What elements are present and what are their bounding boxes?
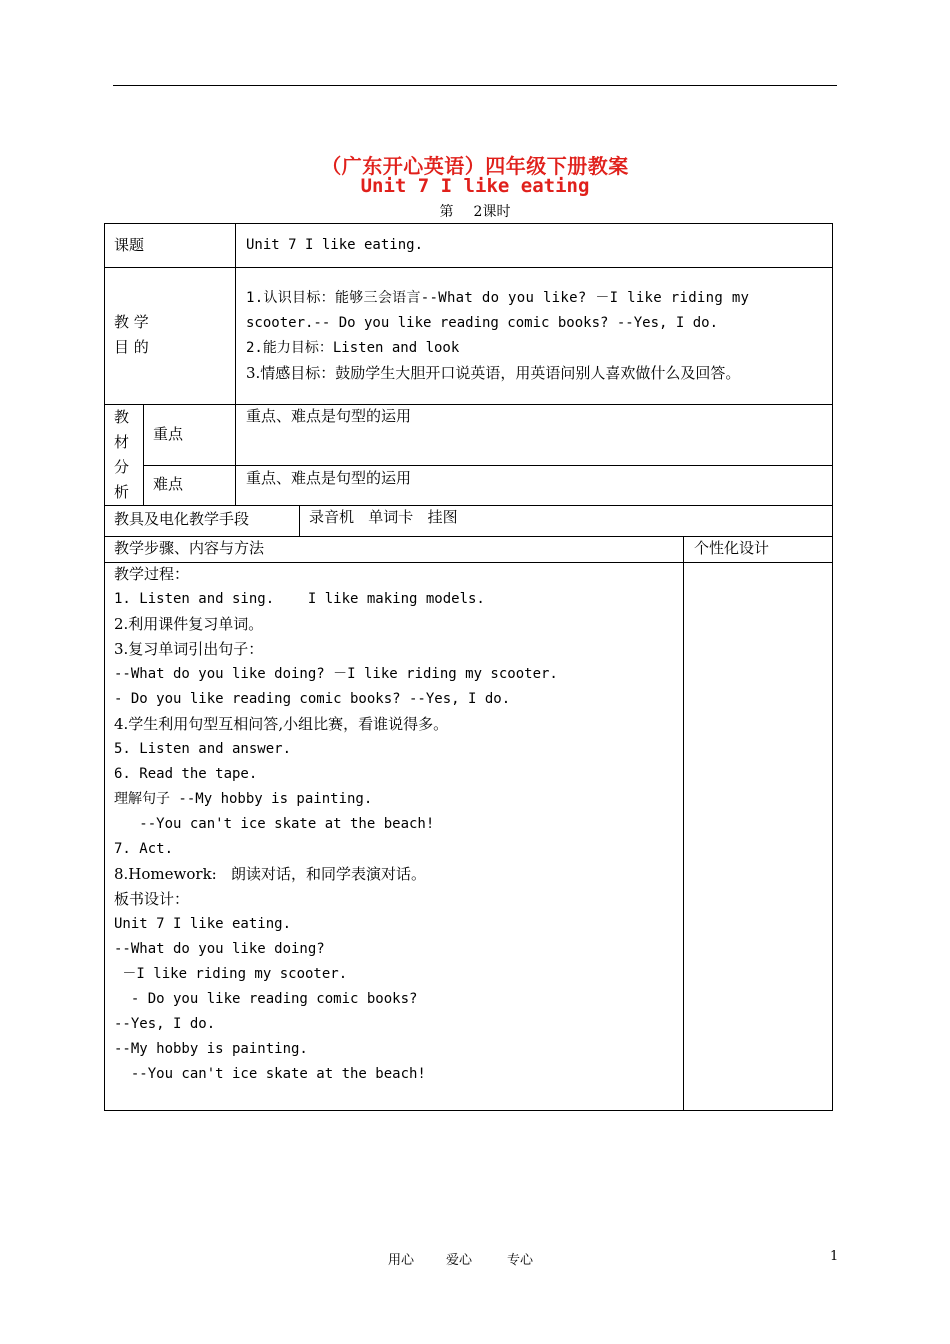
footer-motto-1: 用心 — [388, 1253, 415, 1268]
personal-design-header: 个性化设计 — [694, 539, 770, 557]
process-line: 2.利用课件复习单词。 — [114, 615, 264, 633]
page-number: 1 — [830, 1249, 839, 1264]
lesson-suffix: 2课时 — [473, 204, 511, 220]
steps-header: 教学步骤、内容与方法 — [114, 539, 265, 557]
difficult-point-label: 难点 — [153, 475, 184, 493]
objective-line: 1.认识目标：能够三会语言--What do you like? －I like riding my — [246, 290, 750, 306]
key-point-value: 重点、难点是句型的运用 — [246, 407, 412, 425]
table-divider — [104, 562, 833, 563]
key-point-label: 重点 — [153, 425, 184, 443]
lesson-prefix: 第 — [439, 204, 454, 220]
document-title-chinese: （广东开心英语）四年级下册教案 — [321, 154, 629, 178]
process-line: --You can't ice skate at the beach! — [114, 1066, 426, 1082]
process-line: 8.Homework: 朗读对话，和同学表演对话。 — [114, 865, 427, 883]
topic-label: 课题 — [114, 236, 145, 254]
process-line: --What do you like doing? — [114, 941, 325, 957]
analysis-char: 材 — [114, 433, 130, 451]
process-line: 3.复习单词引出句子： — [114, 640, 264, 658]
document-title-english: Unit 7 I like eating — [360, 175, 590, 197]
objectives-label-line-2: 目 的 — [114, 338, 149, 356]
process-line: 7. Act. — [114, 841, 174, 857]
lesson-number — [0, 201, 950, 221]
topic-value: Unit 7 I like eating. — [246, 237, 424, 253]
table-divider — [104, 404, 833, 405]
table-divider — [299, 505, 300, 536]
table-divider — [235, 223, 236, 505]
teaching-tools-value: 录音机 单词卡 挂图 — [309, 508, 458, 526]
process-line: --My hobby is painting. — [114, 1041, 308, 1057]
teaching-tools-label: 教具及电化教学手段 — [114, 510, 250, 528]
process-line: Unit 7 I like eating. — [114, 916, 292, 932]
process-line: --Yes, I do. — [114, 1016, 216, 1032]
process-line: 1. Listen and sing. I like making models. — [114, 591, 485, 607]
process-line: 6. Read the tape. — [114, 766, 258, 782]
footer-motto-2: 爱心 — [446, 1253, 473, 1268]
process-line: 教学过程： — [114, 565, 190, 583]
objective-line: 3.情感目标：鼓励学生大胆开口说英语，用英语问别人喜欢做什么及回答。 — [246, 364, 741, 382]
process-line: 理解句子 --My hobby is painting. — [114, 791, 373, 807]
table-divider — [104, 505, 833, 506]
analysis-char: 教 — [114, 408, 130, 426]
process-line: 板书设计： — [114, 890, 190, 908]
process-line: --You can't ice skate at the beach! — [114, 816, 435, 832]
analysis-char: 析 — [114, 483, 130, 501]
objectives-label-line-1: 教 学 — [114, 313, 149, 331]
analysis-char: 分 — [114, 458, 130, 476]
process-line: －I like riding my scooter. — [114, 966, 348, 982]
objective-line: 2.能力目标：Listen and look — [246, 340, 460, 356]
table-divider — [683, 536, 684, 1111]
process-line: - Do you like reading comic books? --Yes, I do. — [114, 691, 511, 707]
difficult-point-value: 重点、难点是句型的运用 — [246, 469, 412, 487]
footer-motto-3: 专心 — [507, 1253, 534, 1268]
process-line: - Do you like reading comic books? — [114, 991, 418, 1007]
table-divider — [143, 404, 144, 505]
header-rule — [113, 85, 837, 86]
process-line: 5. Listen and answer. — [114, 741, 292, 757]
process-line: --What do you like doing? －I like riding my scooter. — [114, 666, 558, 682]
objective-line: scooter.-- Do you like reading comic books? --Yes, I do. — [246, 315, 719, 331]
process-line: 4.学生利用句型互相问答,小组比赛，看谁说得多。 — [114, 715, 449, 733]
table-divider — [104, 267, 833, 268]
